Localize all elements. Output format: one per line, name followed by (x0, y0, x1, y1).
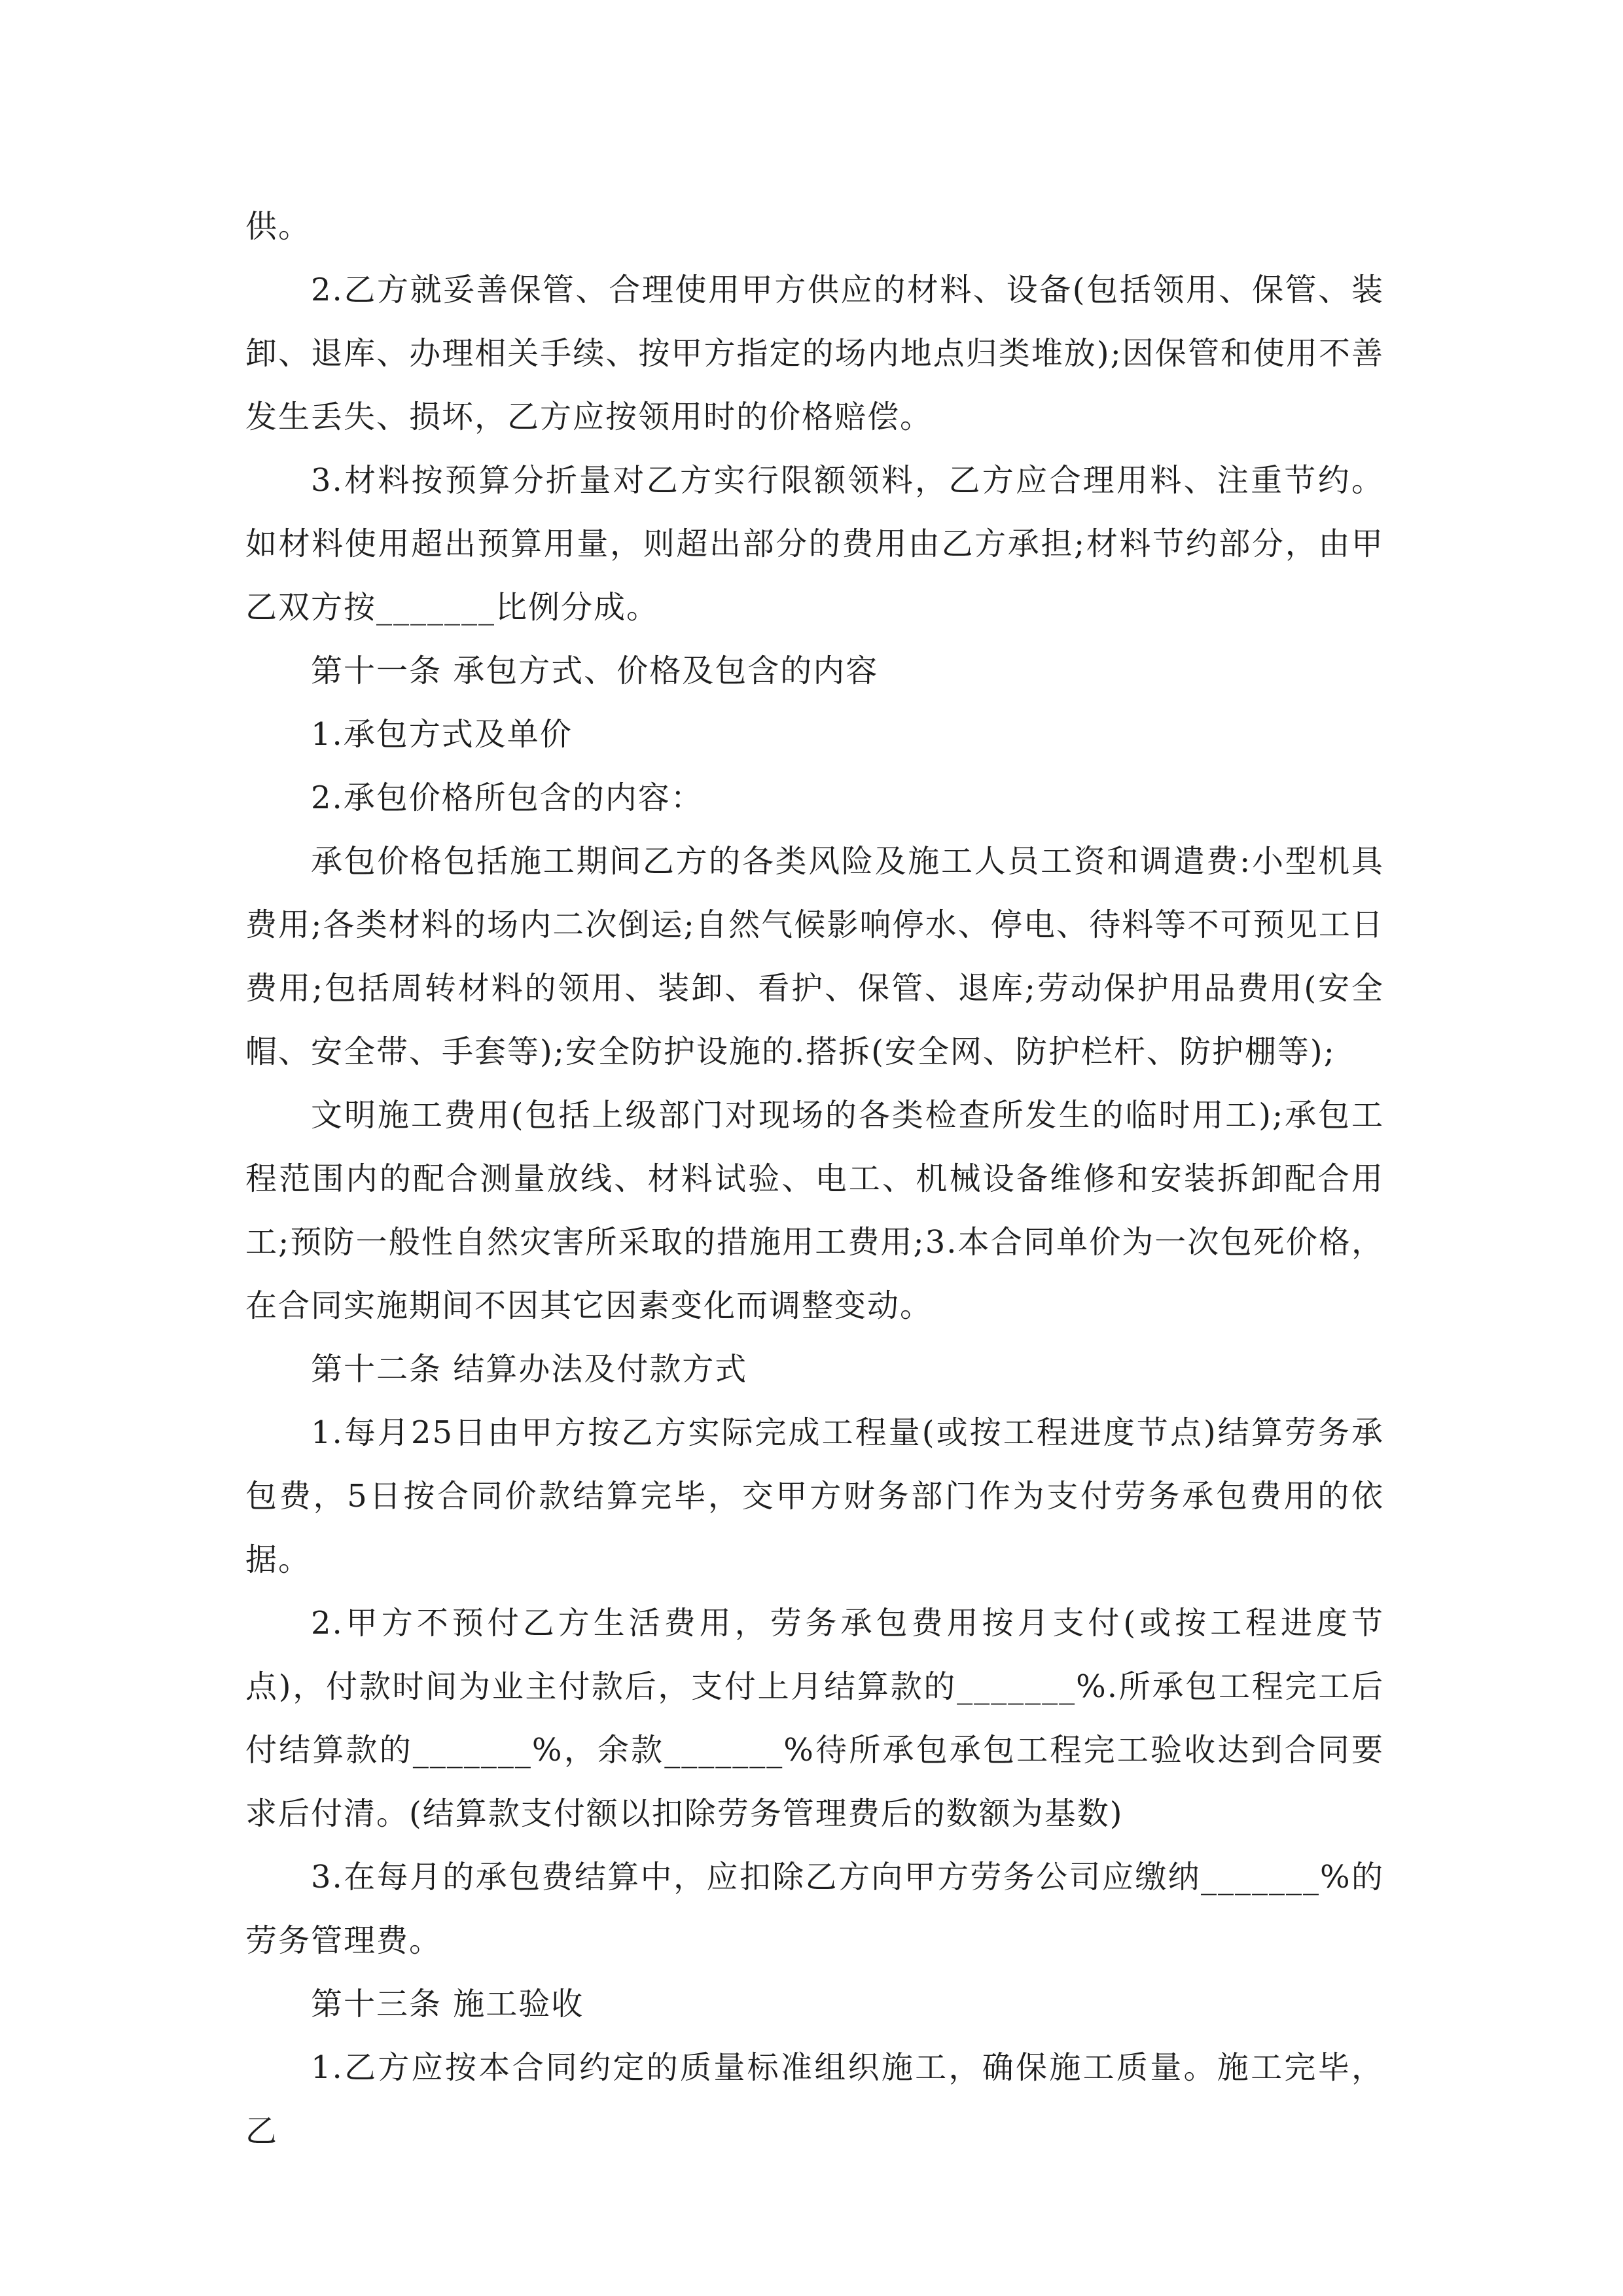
paragraph-14: 1.乙方应按本合同约定的质量标准组织施工，确保施工质量。施工完毕，乙 (245, 2049, 1384, 2149)
paragraph-7: 承包价格包括施工期间乙方的各类风险及施工人员工资和调遣费:小型机具费用;各类材料的场内二次倒运;自然气候影响停水、停电、待料等不可预见工日费用;包括周转材料的领用、装卸、看护、保管、退库;劳动保护用品费用(安全帽、安全带、手套等);安全防护设施的.搭拆(安全网、防护栏杆、防护棚等); (245, 843, 1384, 1070)
section-heading-13: 第十三条 施工验收 (311, 1986, 584, 2022)
paragraph-12: 3.在每月的承包费结算中，应扣除乙方向甲方劳务公司应缴纳_______%的劳务管理费。 (245, 1859, 1384, 1959)
paragraph-5: 1.承包方式及单价 (311, 716, 573, 753)
paragraph-2: 2.乙方就妥善保管、合理使用甲方供应的材料、设备(包括领用、保管、装卸、退库、办理相关手续、按甲方指定的场内地点归类堆放);因保管和使用不善发生丢失、损坏，乙方应按领用时的价格赔偿。 (245, 272, 1384, 435)
paragraph-11: 2.甲方不预付乙方生活费用，劳务承包费用按月支付(或按工程进度节点)，付款时间为业主付款后，支付上月结算款的_______%.所承包工程完工后付结算款的_______%，余款_______%待所承包承包工程完工验收达到合同要求后付清。(结算款支付额以扣除劳务管理费后的数额为基数) (245, 1605, 1384, 1832)
paragraph-1: 供。 (245, 208, 312, 245)
paragraph-8: 文明施工费用(包括上级部门对现场的各类检查所发生的临时用工);承包工程范围内的配合测量放线、材料试验、电工、机械设备维修和安装拆卸配合用工;预防一般性自然灾害所采取的措施用工费用;3.本合同单价为一次包死价格，在合同实施期间不因其它因素变化而调整变动。 (245, 1097, 1384, 1324)
paragraph-10: 1.每月25日由甲方按乙方实际完成工程量(或按工程进度节点)结算劳务承包费，5日按合同价款结算完毕，交甲方财务部门作为支付劳务承包费用的依据。 (245, 1414, 1384, 1578)
section-heading-11: 第十一条 承包方式、价格及包含的内容 (311, 653, 879, 689)
paragraph-6: 2.承包价格所包含的内容： (311, 780, 704, 816)
section-heading-12: 第十二条 结算办法及付款方式 (311, 1351, 748, 1388)
document-body (245, 195, 1384, 2163)
paragraph-3: 3.材料按预算分折量对乙方实行限额领料，乙方应合理用料、注重节约。如材料使用超出预算用量，则超出部分的费用由乙方承担;材料节约部分，由甲乙双方按_______比例分成。 (245, 462, 1384, 626)
